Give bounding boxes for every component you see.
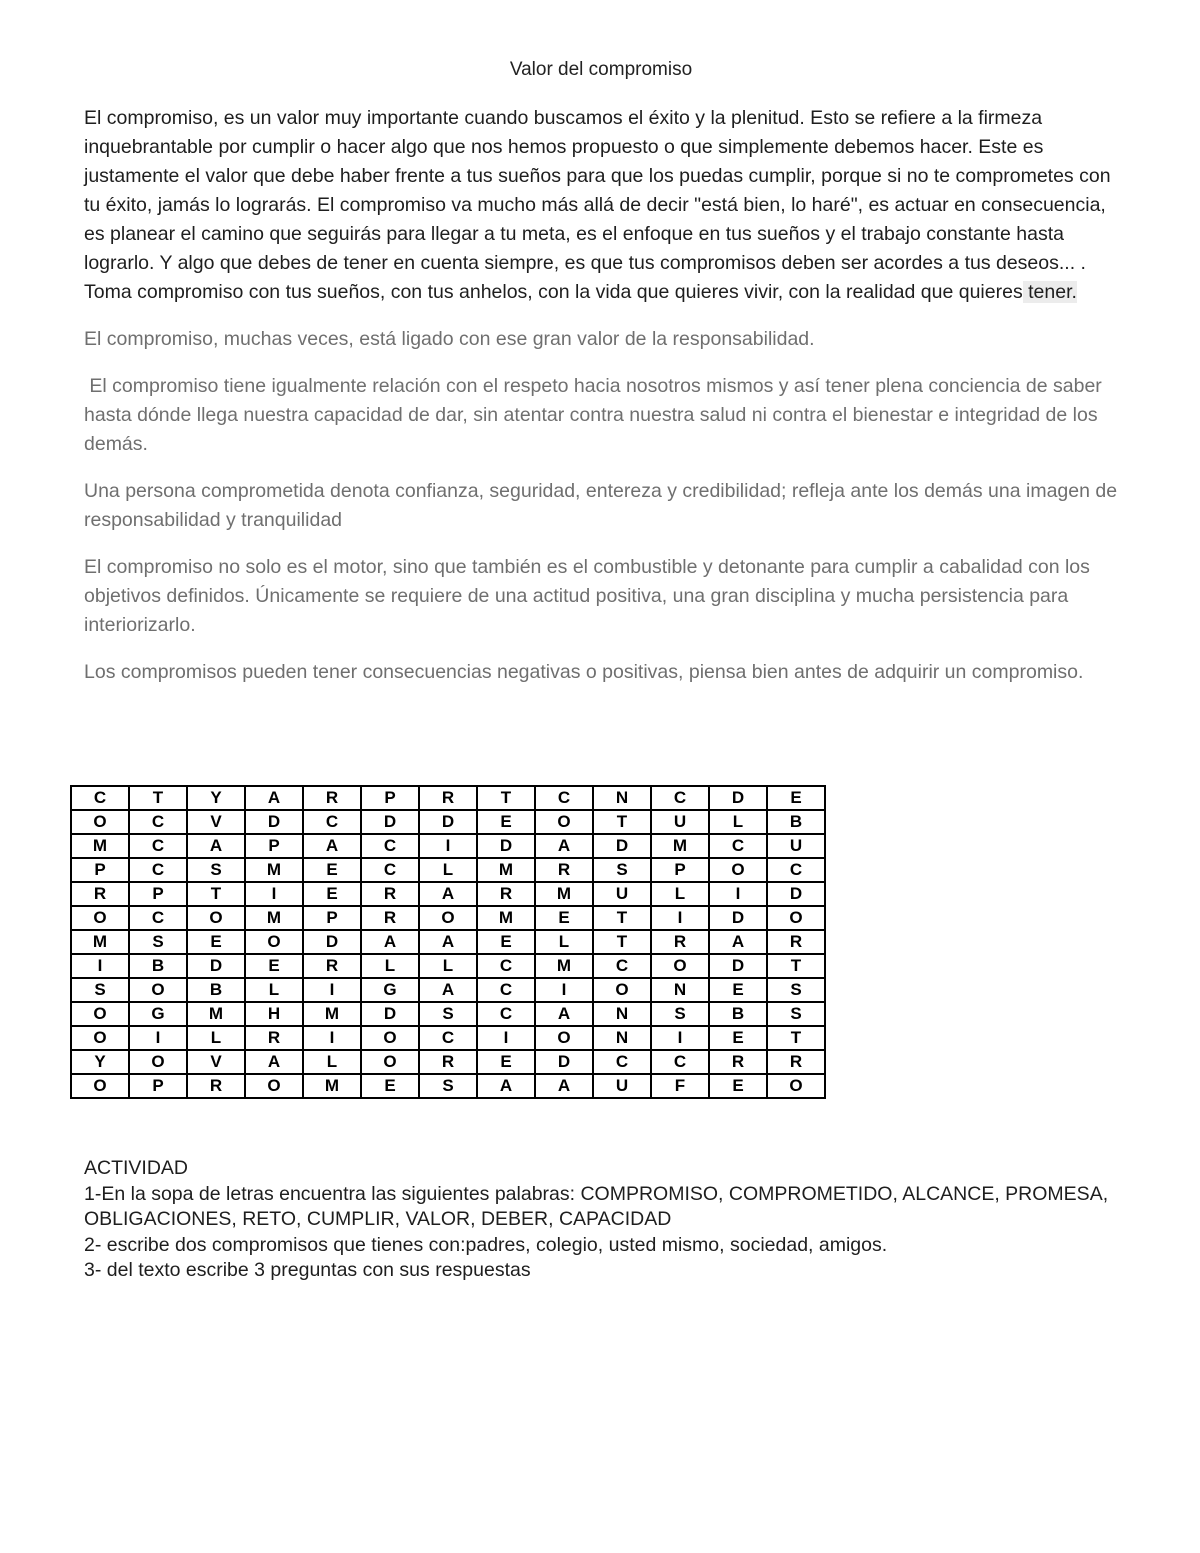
activity-heading: ACTIVIDAD: [84, 1157, 189, 1179]
word-search-cell: E: [245, 954, 303, 978]
word-search-cell: D: [767, 882, 825, 906]
word-search-cell: C: [593, 1050, 651, 1074]
word-search-cell: R: [419, 1050, 477, 1074]
word-search-cell: R: [419, 786, 477, 810]
word-search-cell: A: [535, 834, 593, 858]
word-search-cell: L: [245, 978, 303, 1002]
word-search-cell: C: [477, 978, 535, 1002]
paragraph-intro-text: El compromiso, es un valor muy importante cuando buscamos el éxito y la plenitud. Esto se refiere a la firmeza inquebrantable por cumplir o hacer algo que nos hemos propuesto o que simplemente debemos hacer. Este es justamente el valor que debe haber frente a tus sueños para que los puedas cumplir, porque si no te comprometes con tu éxito, jamás lo lograrás. El compromiso va mucho más allá de decir "está bien, lo haré", es actuar en consecuencia, es planear el camino que seguirás para llegar a tu meta, es el enfoque en tus sueños y el trabajo constante hasta lograrlo. Y algo que debes de tener en cuenta siempre, es que tus compromisos deben ser acordes a tus deseos... . Toma compromiso con tus sueños, con tus anhelos, con la vida que quieres vivir, con la realidad que quieres: [84, 107, 1111, 303]
word-search-cell: C: [361, 834, 419, 858]
word-search-cell: L: [419, 954, 477, 978]
word-search-cell: I: [535, 978, 593, 1002]
word-search-cell: C: [129, 858, 187, 882]
word-search-cell: A: [477, 1074, 535, 1098]
activity-item-3: 3- del texto escribe 3 preguntas con sus respuestas: [84, 1259, 531, 1281]
word-search-cell: S: [767, 978, 825, 1002]
word-search-cell: S: [187, 858, 245, 882]
word-search-row: [71, 834, 825, 858]
word-search-row: [71, 954, 825, 978]
word-search-cell: D: [477, 834, 535, 858]
word-search-cell: D: [709, 954, 767, 978]
word-search-cell: R: [709, 1050, 767, 1074]
word-search-cell: O: [71, 810, 129, 834]
word-search-cell: R: [303, 786, 361, 810]
word-search-cell: A: [303, 834, 361, 858]
word-search-cell: B: [767, 810, 825, 834]
word-search-cell: E: [361, 1074, 419, 1098]
word-search-cell: I: [71, 954, 129, 978]
word-search-cell: B: [129, 954, 187, 978]
word-search-cell: D: [709, 786, 767, 810]
word-search-cell: T: [767, 954, 825, 978]
word-search-cell: M: [71, 834, 129, 858]
word-search-cell: D: [535, 1050, 593, 1074]
word-search-cell: C: [71, 786, 129, 810]
word-search-cell: A: [419, 930, 477, 954]
word-search-cell: T: [593, 930, 651, 954]
word-search-cell: C: [129, 810, 187, 834]
word-search-cell: T: [187, 882, 245, 906]
activity-section: [84, 1156, 1124, 1284]
word-search-cell: I: [129, 1026, 187, 1050]
word-search-cell: R: [361, 882, 419, 906]
word-search-cell: E: [477, 930, 535, 954]
word-search-cell: M: [187, 1002, 245, 1026]
word-search-cell: R: [303, 954, 361, 978]
word-search-cell: T: [593, 906, 651, 930]
word-search-cell: R: [477, 882, 535, 906]
word-search-cell: C: [303, 810, 361, 834]
word-search-cell: N: [593, 1026, 651, 1050]
word-search-cell: O: [709, 858, 767, 882]
word-search-cell: S: [71, 978, 129, 1002]
word-search-cell: O: [535, 1026, 593, 1050]
word-search-cell: D: [187, 954, 245, 978]
word-search-cell: C: [129, 906, 187, 930]
word-search-cell: O: [129, 1050, 187, 1074]
word-search-cell: E: [709, 978, 767, 1002]
word-search-cell: A: [361, 930, 419, 954]
word-search-cell: A: [419, 882, 477, 906]
word-search-cell: D: [303, 930, 361, 954]
word-search-cell: O: [71, 1002, 129, 1026]
word-search-cell: R: [651, 930, 709, 954]
word-search-cell: O: [419, 906, 477, 930]
word-search-row: [71, 1026, 825, 1050]
word-search-cell: A: [535, 1002, 593, 1026]
paragraph-respeto: [84, 372, 1118, 459]
word-search-cell: R: [767, 1050, 825, 1074]
word-search-cell: U: [767, 834, 825, 858]
word-search-cell: M: [245, 858, 303, 882]
word-search-cell: E: [709, 1026, 767, 1050]
word-search-cell: E: [477, 810, 535, 834]
word-search-cell: A: [245, 786, 303, 810]
word-search-cell: A: [245, 1050, 303, 1074]
word-search-cell: P: [245, 834, 303, 858]
word-search-cell: L: [361, 954, 419, 978]
word-search-cell: O: [187, 906, 245, 930]
word-search-cell: D: [361, 1002, 419, 1026]
word-search-cell: O: [767, 1074, 825, 1098]
word-search-cell: P: [361, 786, 419, 810]
word-search-cell: Y: [71, 1050, 129, 1074]
word-search-row: [71, 1050, 825, 1074]
word-search-row: [71, 978, 825, 1002]
word-search-cell: R: [245, 1026, 303, 1050]
word-search-cell: A: [709, 930, 767, 954]
word-search-cell: C: [535, 786, 593, 810]
word-search-cell: C: [593, 954, 651, 978]
word-search-cell: P: [129, 882, 187, 906]
word-search-row: [71, 930, 825, 954]
word-search-cell: T: [129, 786, 187, 810]
word-search-cell: O: [129, 978, 187, 1002]
word-search-cell: I: [245, 882, 303, 906]
word-search-cell: L: [535, 930, 593, 954]
word-search-cell: I: [419, 834, 477, 858]
word-search-cell: M: [477, 858, 535, 882]
paragraph-respeto-text: El compromiso tiene igualmente relación con el respeto hacia nosotros mismos y así tener plena conciencia de saber hasta dónde llega nuestra capacidad de dar, sin atentar contra nuestra salud ni contra el bienestar e integridad de los demás.: [84, 375, 1102, 455]
word-search-row: [71, 858, 825, 882]
word-search-cell: E: [303, 858, 361, 882]
word-search-cell: M: [71, 930, 129, 954]
word-search-cell: C: [709, 834, 767, 858]
word-search-cell: D: [361, 810, 419, 834]
word-search-cell: G: [361, 978, 419, 1002]
word-search-cell: G: [129, 1002, 187, 1026]
word-search-cell: M: [303, 1002, 361, 1026]
word-search-cell: Y: [187, 786, 245, 810]
word-search-cell: E: [187, 930, 245, 954]
word-search-cell: N: [593, 786, 651, 810]
word-search-row: [71, 1074, 825, 1098]
word-search-cell: O: [245, 1074, 303, 1098]
activity-item-2: 2- escribe dos compromisos que tienes con:padres, colegio, usted mismo, sociedad, amigos.: [84, 1233, 888, 1256]
word-search-cell: M: [535, 954, 593, 978]
word-search-cell: T: [767, 1026, 825, 1050]
word-search-cell: C: [651, 786, 709, 810]
word-search-cell: F: [651, 1074, 709, 1098]
word-search-cell: D: [709, 906, 767, 930]
word-search-cell: P: [71, 858, 129, 882]
word-search-cell: A: [187, 834, 245, 858]
word-search-cell: C: [419, 1026, 477, 1050]
word-search-cell: O: [71, 1026, 129, 1050]
word-search-cell: B: [709, 1002, 767, 1026]
word-search-cell: L: [303, 1050, 361, 1074]
word-search-cell: S: [419, 1002, 477, 1026]
word-search-cell: L: [419, 858, 477, 882]
word-search-cell: D: [419, 810, 477, 834]
word-search-cell: L: [187, 1026, 245, 1050]
word-search-cell: S: [593, 858, 651, 882]
word-search-cell: O: [593, 978, 651, 1002]
word-search-cell: R: [71, 882, 129, 906]
word-search-cell: I: [651, 906, 709, 930]
paragraph-persona: Una persona comprometida denota confianza, seguridad, entereza y credibilidad; refleja ante los demás una imagen de responsabilidad y tranquilidad: [84, 480, 1118, 531]
word-search-cell: I: [303, 978, 361, 1002]
word-search-cell: O: [535, 810, 593, 834]
word-search-cell: M: [245, 906, 303, 930]
word-search-cell: R: [535, 858, 593, 882]
word-search-cell: T: [477, 786, 535, 810]
word-search-cell: D: [593, 834, 651, 858]
word-search-cell: I: [303, 1026, 361, 1050]
word-search-cell: L: [709, 810, 767, 834]
word-search-cell: V: [187, 1050, 245, 1074]
word-search-cell: B: [187, 978, 245, 1002]
word-search-row: [71, 1002, 825, 1026]
word-search-cell: O: [71, 1074, 129, 1098]
document-body: [84, 56, 1118, 705]
word-search-cell: V: [187, 810, 245, 834]
word-search-cell: C: [477, 1002, 535, 1026]
document-title: Valor del compromiso: [509, 59, 693, 80]
word-search-cell: O: [245, 930, 303, 954]
word-search-cell: S: [651, 1002, 709, 1026]
word-search-cell: P: [651, 858, 709, 882]
word-search-row: [71, 810, 825, 834]
word-search-cell: O: [361, 1050, 419, 1074]
word-search-cell: O: [651, 954, 709, 978]
word-search-cell: A: [419, 978, 477, 1002]
word-search-cell: C: [361, 858, 419, 882]
word-search-cell: C: [651, 1050, 709, 1074]
word-search-table: [70, 785, 826, 1099]
word-search-cell: S: [767, 1002, 825, 1026]
word-search-puzzle: [70, 785, 826, 1099]
word-search-cell: L: [651, 882, 709, 906]
activity-item-1: 1-En la sopa de letras encuentra las siguientes palabras: COMPROMISO, COMPROMETIDO, ALCANCE, PROMESA, OBLIGACIONES, RETO, CUMPLIR, VALOR, DEBER, CAPACIDAD: [84, 1182, 1109, 1230]
word-search-row: [71, 906, 825, 930]
word-search-cell: R: [767, 930, 825, 954]
word-search-cell: N: [651, 978, 709, 1002]
word-search-cell: R: [361, 906, 419, 930]
word-search-cell: M: [303, 1074, 361, 1098]
word-search-cell: C: [767, 858, 825, 882]
word-search-cell: O: [767, 906, 825, 930]
word-search-cell: O: [71, 906, 129, 930]
word-search-cell: E: [303, 882, 361, 906]
word-search-cell: S: [129, 930, 187, 954]
word-search-cell: E: [767, 786, 825, 810]
word-search-cell: C: [477, 954, 535, 978]
word-search-cell: I: [477, 1026, 535, 1050]
word-search-cell: M: [651, 834, 709, 858]
paragraph-intro: [84, 104, 1118, 307]
word-search-cell: E: [477, 1050, 535, 1074]
word-search-cell: P: [129, 1074, 187, 1098]
word-search-cell: E: [709, 1074, 767, 1098]
word-search-cell: T: [593, 810, 651, 834]
word-search-cell: D: [245, 810, 303, 834]
paragraph-responsabilidad: El compromiso, muchas veces, está ligado con ese gran valor de la responsabilidad.: [84, 328, 815, 350]
word-search-cell: H: [245, 1002, 303, 1026]
word-search-cell: N: [593, 1002, 651, 1026]
word-search-cell: I: [651, 1026, 709, 1050]
word-search-cell: U: [593, 882, 651, 906]
paragraph-consecuencias: Los compromisos pueden tener consecuencias negativas o positivas, piensa bien antes de adquirir un compromiso.: [84, 661, 1084, 683]
word-search-cell: A: [535, 1074, 593, 1098]
word-search-cell: I: [709, 882, 767, 906]
word-search-row: [71, 786, 825, 810]
paragraph-motor: El compromiso no solo es el motor, sino que también es el combustible y detonante para cumplir a cabalidad con los objetivos definidos. Únicamente se requiere de una actitud positiva, una gran disciplina y mucha persistencia para interiorizarlo.: [84, 556, 1090, 636]
word-search-cell: P: [303, 906, 361, 930]
word-search-cell: E: [535, 906, 593, 930]
word-search-cell: C: [129, 834, 187, 858]
word-search-cell: O: [361, 1026, 419, 1050]
word-search-cell: U: [651, 810, 709, 834]
word-search-cell: M: [477, 906, 535, 930]
highlighted-word: tener.: [1022, 281, 1077, 303]
word-search-cell: M: [535, 882, 593, 906]
word-search-row: [71, 882, 825, 906]
word-search-cell: U: [593, 1074, 651, 1098]
word-search-cell: R: [187, 1074, 245, 1098]
word-search-cell: S: [419, 1074, 477, 1098]
